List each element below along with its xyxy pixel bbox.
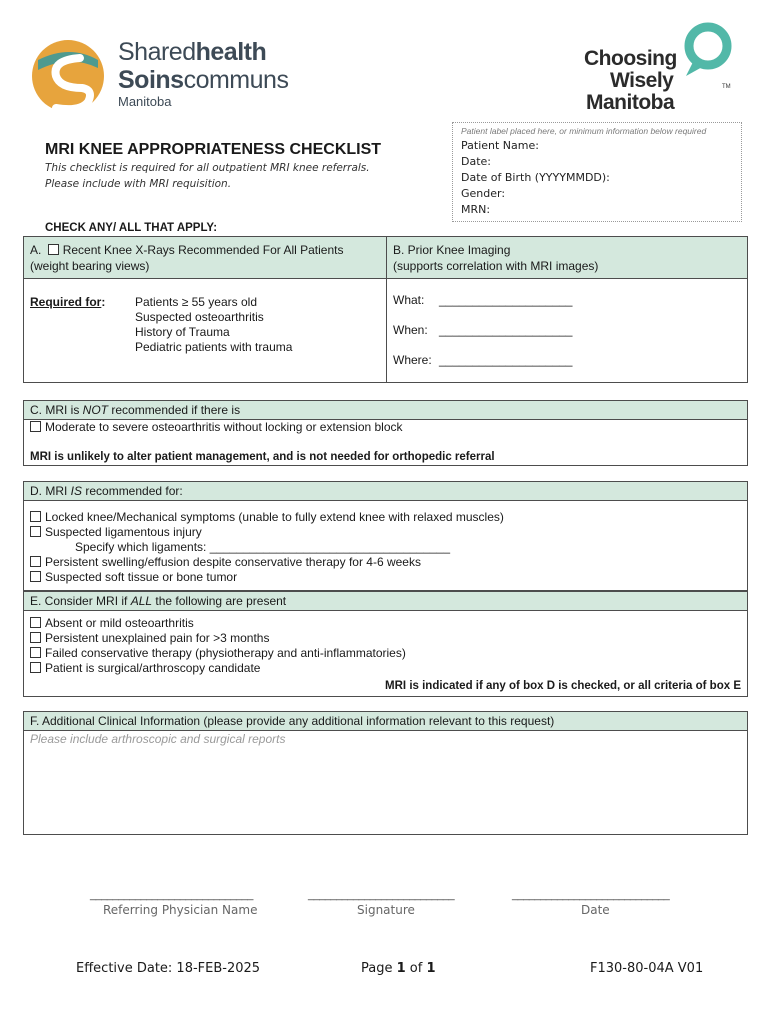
dob-field: Date of Birth (YYYYMMDD): <box>461 171 610 184</box>
specify-ligaments-field[interactable]: Specify which ligaments: ____________________________________ <box>75 540 450 554</box>
section-d-list <box>30 510 504 585</box>
required-for-label: Required for: <box>30 295 106 309</box>
intro-line-2: Please include with MRI requisition. <box>45 178 232 190</box>
checkbox[interactable] <box>30 421 41 432</box>
page-number: Page 1 of 1 <box>361 961 436 976</box>
choosing-wisely-ring-icon <box>682 20 738 80</box>
physician-name-label: Referring Physician Name <box>103 903 258 917</box>
checkbox[interactable] <box>30 511 41 522</box>
section-c-note: MRI is unlikely to alter patient management, and is not needed for orthopedic referral <box>30 451 495 463</box>
section-c-header: C. MRI is NOT recommended if there is <box>24 401 747 420</box>
list-item[interactable]: Failed conservative therapy (physiotherapy and anti-inflammatories) <box>30 646 406 661</box>
logo-line-2: Soinscommuns <box>118 66 289 94</box>
section-a-header: A. Recent Knee X-Rays Recommended For All Patients (weight bearing views) <box>30 243 344 273</box>
cw-logo-line-1: Choosing <box>584 47 677 70</box>
section-f <box>23 711 748 835</box>
list-item: Patients ≥ 55 years old <box>135 295 257 309</box>
form-id: F130-80-04A V01 <box>590 961 704 976</box>
intro-line-1: This checklist is required for all outpatient MRI knee referrals. <box>45 162 370 174</box>
patient-name-field: Patient Name: <box>461 139 539 152</box>
section-d <box>23 481 748 591</box>
effective-date: Effective Date: 18-FEB-2025 <box>76 961 261 976</box>
list-item[interactable]: Persistent unexplained pain for >3 months <box>30 631 406 646</box>
cw-logo-line-3: Manitoba <box>586 91 675 114</box>
xray-checkbox[interactable] <box>48 244 59 255</box>
prior-imaging-when[interactable]: When: ____________________ <box>393 323 573 337</box>
section-f-header: F. Additional Clinical Information (please provide any additional information relevant to this request) <box>24 712 747 731</box>
signature-line[interactable]: __________________________ <box>308 889 455 901</box>
choosing-wisely-logo <box>580 20 740 115</box>
logo-line-1: Sharedhealth <box>118 38 267 66</box>
checkbox[interactable] <box>30 526 41 537</box>
prior-imaging-where[interactable]: Where: ____________________ <box>393 353 573 367</box>
list-item[interactable]: Persistent swelling/effusion despite conservative therapy for 4-6 weeks <box>30 555 504 570</box>
section-a-b <box>23 236 748 383</box>
shared-health-logo <box>30 34 310 114</box>
section-e-list <box>30 616 406 676</box>
shared-health-logo-mark-icon <box>30 38 106 114</box>
cw-logo-trademark: TM <box>722 84 731 90</box>
physician-name-line[interactable]: _____________________________ <box>90 889 253 901</box>
signature-label: Signature <box>357 903 415 917</box>
section-c-item[interactable]: Moderate to severe osteoarthritis without locking or extension block <box>30 420 403 435</box>
check-heading: CHECK ANY/ ALL THAT APPLY: <box>45 222 218 234</box>
required-for-list <box>135 295 292 355</box>
section-d-header: D. MRI IS recommended for: <box>24 482 747 501</box>
prior-imaging-what[interactable]: What: ____________________ <box>393 293 573 307</box>
date-field: Date: <box>461 155 491 168</box>
section-e-note: MRI is indicated if any of box D is checked, or all criteria of box E <box>385 680 741 692</box>
list-item[interactable]: Suspected soft tissue or bone tumor <box>30 570 504 585</box>
gender-field: Gender: <box>461 187 506 200</box>
date-line[interactable]: ____________________________ <box>512 889 670 901</box>
checkbox[interactable] <box>30 571 41 582</box>
section-e <box>23 591 748 697</box>
list-item: History of Trauma <box>135 325 230 339</box>
clinical-info-placeholder[interactable]: Please include arthroscopic and surgical reports <box>30 732 286 746</box>
section-e-header: E. Consider MRI if ALL the following are present <box>24 591 747 611</box>
patient-label-box[interactable] <box>452 122 742 222</box>
checkbox[interactable] <box>30 556 41 567</box>
list-item[interactable]: Suspected ligamentous injury <box>30 525 504 540</box>
cw-logo-line-2: Wisely <box>610 69 674 92</box>
section-b-header: B. Prior Knee Imaging (supports correlation with MRI images) <box>393 243 599 273</box>
list-item: Pediatric patients with trauma <box>135 340 293 354</box>
logo-line-3: Manitoba <box>118 94 172 109</box>
checkbox[interactable] <box>30 632 41 643</box>
list-item[interactable]: Patient is surgical/arthroscopy candidate <box>30 661 406 676</box>
date-label: Date <box>581 903 610 917</box>
patient-label-hint: Patient label placed here, or minimum information below required <box>461 126 707 136</box>
checkbox[interactable] <box>30 662 41 673</box>
mrn-field: MRN: <box>461 203 491 216</box>
list-item: Suspected osteoarthritis <box>135 310 264 324</box>
page-title: MRI KNEE APPROPRIATENESS CHECKLIST <box>45 141 382 158</box>
section-c <box>23 400 748 466</box>
list-item[interactable]: Absent or mild osteoarthritis <box>30 616 406 631</box>
checkbox[interactable] <box>30 617 41 628</box>
list-item[interactable]: Locked knee/Mechanical symptoms (unable to fully extend knee with relaxed muscles) <box>30 510 504 525</box>
section-a-b-divider <box>386 237 387 382</box>
checkbox[interactable] <box>30 647 41 658</box>
